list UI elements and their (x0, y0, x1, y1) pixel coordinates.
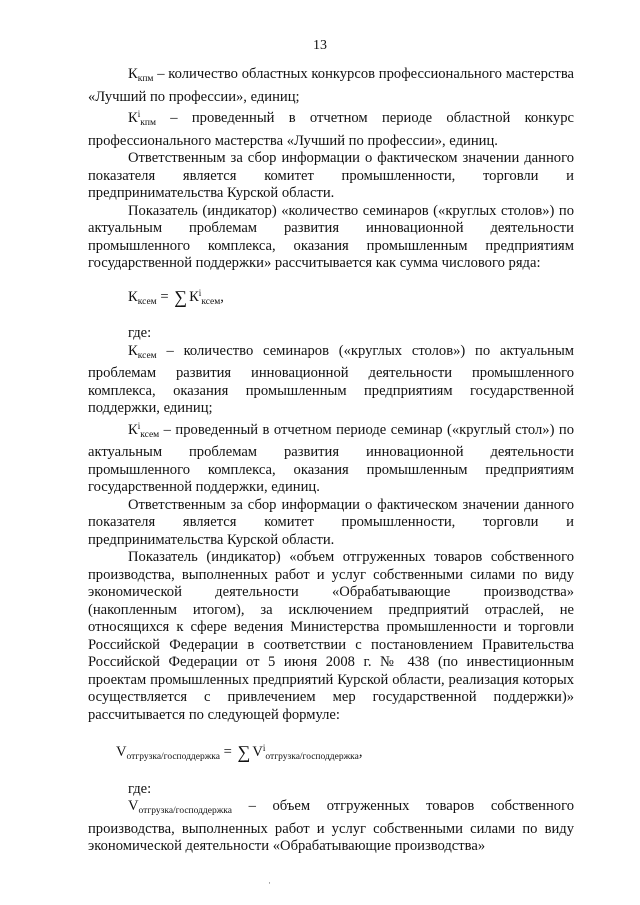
document-body (88, 66, 574, 856)
page-number: 13 (313, 38, 327, 53)
definition-kksem: $К_{ксем}$ – количество семинаров («круглых столов») по актуальным проблемам развития инновационной деятельности промышленного комплекса, оказания промышленным предприятиям государственной поддержки, единиц; (88, 342, 574, 416)
definition-kikpm: $К^i_{кпм}$ – проведенный в отчетном периоде областной конкурс профессионального мастерства «Лучший по профессии», единиц. (88, 109, 574, 149)
responsibility-paragraph-2: Ответственным за сбор информации о фактическом значении данного показателя является комитет промышленности, торговли и предпринимательства Курской области. (88, 496, 574, 548)
indicator-shipments-paragraph: Показатель (индикатор) «объем отгруженных товаров собственного производства, выполненных работ и услуг собственными силами по виду экономической деятельности «Обрабатывающие производства» (накопленным итогом), за исключением предприятий отраслей, не относящихся к сфере ведения Министерства промышленности и торговли Российской Федерации в соответствии с постановлением Правительства Российской Федерации от 5 июня 2008 г. № 438 (по инвестиционным проектам промышленных предприятий Курской области, реализация которых осуществляется с привлечением мер государственной поддержки)» рассчитывается по следующей формуле: (88, 549, 574, 723)
definition-kiksem: $К^i_{ксем}$ – проведенный в отчетном периоде семинар («круглый стол») по актуальным проблемам развития инновационной деятельности промышленного комплекса, оказания промышленным предприятиям государственной поддержки, единиц. (88, 420, 574, 495)
definition-v-shipments: $V_{отгрузка/господдержка}$ – объем отгруженных товаров собственного производства, выполненных работ и услуг собственными силами по виду экономической деятельности «Обрабатывающие производства» (88, 798, 574, 854)
formula-shipments: $V_{отгрузка/господдержка}$ = ∑ $V^i_{отгрузка/господдержка}$, (116, 742, 363, 762)
formula-seminars: $К_{ксем}$ = ∑ $К^i_{ксем}$, (128, 286, 224, 307)
symbol: $К_{кпм}$ (128, 66, 154, 84)
symbol: $К^i_{кпм}$ (128, 109, 156, 128)
symbol: $К_{ксем}$ (128, 342, 157, 361)
responsibility-paragraph-1: Ответственным за сбор информации о фактическом значении данного показателя является комитет промышленности, торговли и предпринимательства Курской области. (88, 150, 574, 201)
symbol: $К^i_{ксем}$ (128, 420, 160, 440)
where-label-1: где: (128, 325, 152, 341)
symbol: $V_{отгрузка/господдержка}$ (128, 798, 232, 816)
scan-speck: · (268, 878, 271, 888)
indicator-seminars-paragraph: Показатель (индикатор) «количество семинаров («круглых столов») по актуальным проблемам развития инновационной деятельности промышленного комплекса, оказания промышленным предприятиям государственной поддержки» рассчитывается как сумма числового ряда: (88, 202, 574, 271)
definition-kkpm: $К_{кпм}$ – количество областных конкурсов профессионального мастерства «Лучший по профессии», единиц; (88, 66, 574, 105)
where-label-2: где: (128, 780, 152, 797)
